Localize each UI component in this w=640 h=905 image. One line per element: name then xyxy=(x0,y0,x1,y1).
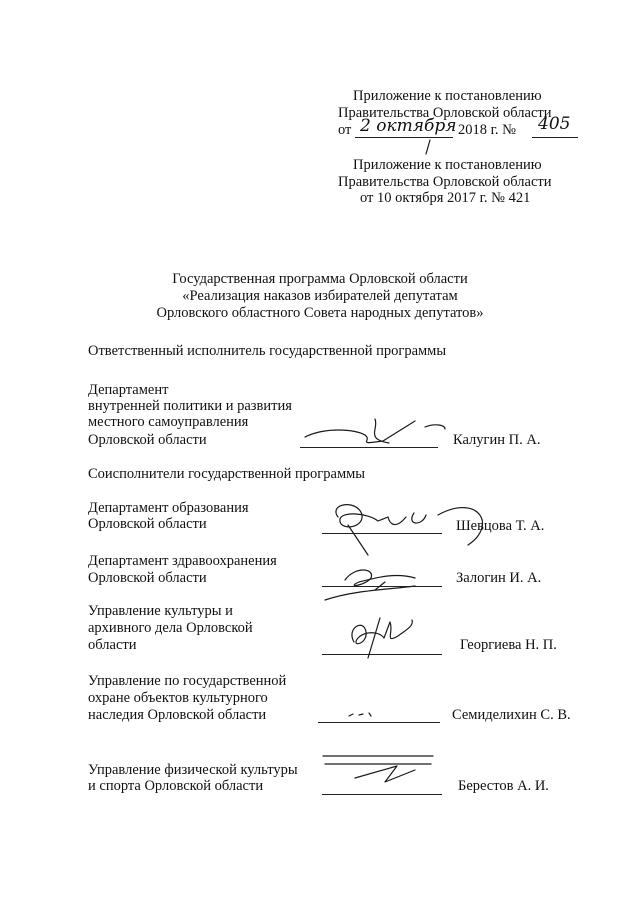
responsible-heading: Ответственный исполнитель государственной программы xyxy=(88,343,447,359)
coexecutor-org-line: Орловской области xyxy=(88,516,207,532)
number-underline xyxy=(532,137,578,138)
appendix-current-line2: Правительства Орловской области xyxy=(338,105,552,121)
coexecutor-org-line: и спорта Орловской области xyxy=(88,778,264,794)
program-title-line2: «Реализация наказов избирателей депутатам xyxy=(182,288,458,304)
responsible-org-line: Орловской области xyxy=(88,432,207,448)
appendix-current-line1: Приложение к постановлению xyxy=(353,88,542,104)
coexecutor-person: Залогин И. А. xyxy=(456,570,542,586)
coexecutor-person: Георгиева Н. П. xyxy=(460,637,557,653)
coexecutor-org-line: Департамент здравоохранения xyxy=(88,553,277,569)
signature-kalugin xyxy=(295,415,455,455)
coexecutor-person: Шевцова Т. А. xyxy=(456,518,545,534)
appendix-original-line1: Приложение к постановлению xyxy=(353,157,542,173)
appendix-current-number-handwritten: 405 xyxy=(538,114,571,134)
responsible-org-line: Департамент xyxy=(88,382,169,398)
appendix-current-date-prefix: от xyxy=(338,122,352,138)
coexecutor-person: Семиделихин С. В. xyxy=(452,707,571,723)
coexecutor-person: Берестов А. И. xyxy=(458,778,549,794)
appendix-current-date-handwritten: 2 октября xyxy=(360,116,457,136)
coexecutor-org-line: Управление по государственной xyxy=(88,673,287,689)
pen-mark xyxy=(420,138,440,158)
signature-line xyxy=(318,722,440,723)
coexecutor-org-line: наследия Орловской области xyxy=(88,707,267,723)
signature-zalogin xyxy=(315,560,455,605)
coexecutors-heading: Соисполнители государственной программы xyxy=(88,466,366,482)
responsible-org-line: местного самоуправления xyxy=(88,414,249,430)
coexecutor-org-line: Управление культуры и xyxy=(88,603,233,619)
signature-berestov xyxy=(315,750,445,790)
signature-line xyxy=(322,794,442,795)
program-title-line1: Государственная программа Орловской области xyxy=(172,271,468,287)
coexecutor-org-line: Орловской области xyxy=(88,570,207,586)
responsible-org-line: внутренней политики и развития xyxy=(88,398,292,414)
appendix-original-line2: Правительства Орловской области xyxy=(338,174,552,190)
coexecutor-org-line: архивного дела Орловской xyxy=(88,620,253,636)
coexecutor-org-line: Управление физической культуры xyxy=(88,762,298,778)
coexecutor-org-line: охране объектов культурного xyxy=(88,690,268,706)
program-title-line3: Орловского областного Совета народных депутатов» xyxy=(156,305,484,321)
signature-semidelikhin xyxy=(345,708,385,720)
appendix-original-line3: от 10 октября 2017 г. № 421 xyxy=(360,190,531,206)
responsible-person: Калугин П. А. xyxy=(453,432,541,448)
coexecutor-org-line: области xyxy=(88,637,137,653)
coexecutor-org-line: Департамент образования xyxy=(88,500,249,516)
appendix-current-year: 2018 г. № xyxy=(458,122,517,138)
signature-georgieva xyxy=(340,608,430,668)
